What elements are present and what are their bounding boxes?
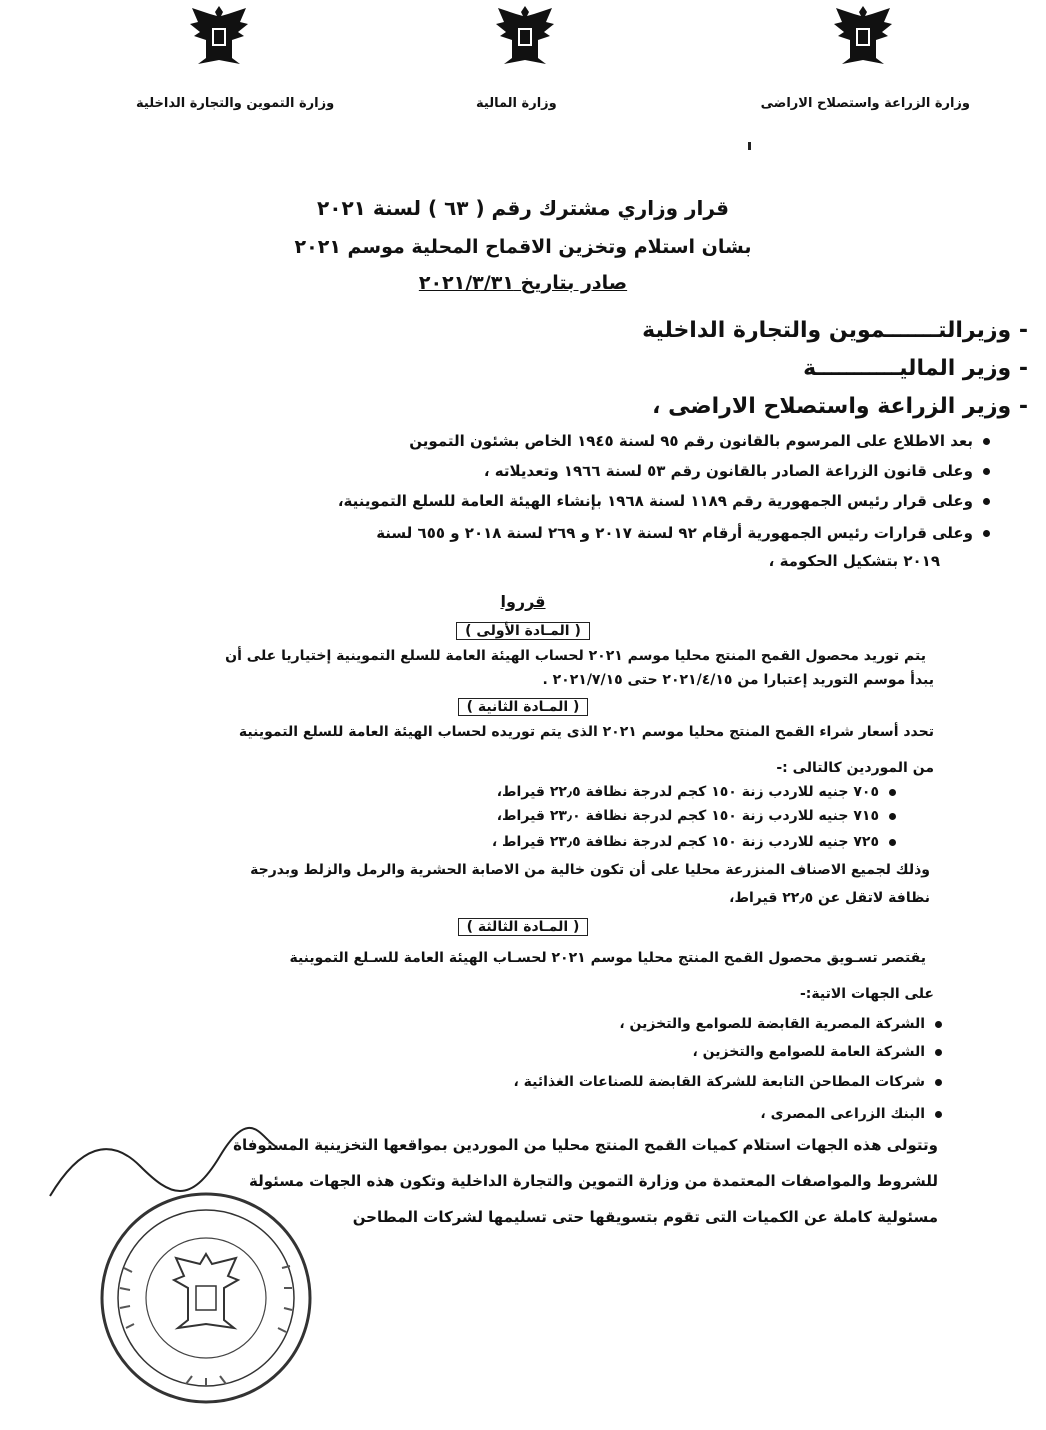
minister-agriculture: - وزير الزراعة واستصلاح الاراضى ، (652, 394, 1028, 419)
decided-heading: قرروا (500, 592, 546, 611)
preamble-item: وعلى قرارات رئيس الجمهورية أرقام ٩٢ لسنة ٢٠١٧ و ٢٦٩ لسنة ٢٠١٨ و ٦٥٥ لسنة (376, 524, 990, 542)
decree-subject: بشان استلام وتخزين الاقماح المحلية موسم ٢٠٢١ (294, 236, 752, 258)
decree-date: صادر بتاريخ ٢٠٢١/٣/٣١ (418, 272, 628, 294)
preamble-item: بعد الاطلاع على المرسوم بالقانون رقم ٩٥ لسنة ١٩٤٥ الخاص بشئون التموين (409, 432, 990, 450)
preamble-item-continued: ٢٠١٩ بتشكيل الحكومة ، (768, 552, 940, 570)
article2-heading: ( المـادة الثانية ) (458, 698, 589, 716)
article3-closing: للشروط والمواصفات المعتمدة من وزارة التموين والتجارة الداخلية وتكون هذه الجهات مسئولة (249, 1172, 938, 1190)
eagle-emblem-icon (494, 0, 556, 72)
article2-text: من الموردين كالتالى :- (776, 760, 934, 776)
entity-item: الشركة المصرية القابضة للصوامع والتخزين ، (619, 1016, 942, 1032)
bullet-icon (935, 1111, 942, 1118)
price-item: ٧٠٥ جنيه للاردب زنة ١٥٠ كجم لدرجة نظافة ٢٢٫٥ قيراط، (497, 784, 896, 800)
article2-note: نظافة لاتقل عن ٢٢٫٥ قيراط، (729, 890, 930, 906)
article2-text: تحدد أسعار شراء القمح المنتج محليا موسم ٢٠٢١ الذى يتم توريده لحساب الهيئة العامة للسلع التموينية (238, 724, 934, 740)
article3-text: على الجهات الاتية:- (800, 986, 934, 1002)
minister-supply: - وزيرالتـــــــموين والتجارة الداخلية (642, 318, 1028, 343)
entity-item: شركات المطاحن التابعة للشركة القابضة للصناعات الغذائية ، (513, 1074, 942, 1090)
article3-text: يقتصر تسـويق محصول القمح المنتج محليا موسم ٢٠٢١ لحسـاب الهيئة العامة للسـلع التموينية (289, 950, 926, 966)
eagle-emblem-icon (832, 0, 894, 72)
entity-item: البنك الزراعى المصرى ، (760, 1106, 942, 1122)
bullet-icon (983, 530, 990, 537)
bullet-icon (935, 1021, 942, 1028)
article3-heading-row (0, 916, 1046, 935)
article1-text: يتم توريد محصول القمح المنتج محليا موسم ٢٠٢١ لحساب الهيئة العامة للسلع التموينية إختياريا على أن (225, 648, 926, 664)
eagle-emblem-icon (188, 0, 250, 72)
decree-title: قرار وزاري مشترك رقم ( ٦٣ ) لسنة ٢٠٢١ (317, 196, 729, 220)
preamble-item: وعلى قانون الزراعة الصادر بالقانون رقم ٥٣ لسنة ١٩٦٦ وتعديلاته ، (484, 462, 990, 480)
price-item: ٧٢٥ جنيه للاردب زنة ١٥٠ كجم لدرجة نظافة ٢٣٫٥ قيراط ، (492, 834, 896, 850)
article3-closing: مسئولية كاملة عن الكميات التى تقوم بتسويقها حتى تسليمها لشركات المطاحن (352, 1208, 938, 1226)
entity-item: الشركة العامة للصوامع والتخزين ، (692, 1044, 942, 1060)
minister-finance: - وزير الماليـــــــــــة (803, 356, 1028, 381)
article1-text: يبدأ موسم التوريد إعتبارا من ٢٠٢١/٤/١٥ حتى ٢٠٢١/٧/١٥ . (542, 672, 934, 688)
article3-heading: ( المـادة الثالثة ) (458, 918, 589, 936)
preamble-item: وعلى قرار رئيس الجمهورية رقم ١١٨٩ لسنة ١٩٦٨ بإنشاء الهيئة العامة للسلع التموينية، (338, 492, 990, 510)
bullet-icon (889, 813, 896, 820)
article1-heading: ( المـادة الأولى ) (456, 622, 590, 640)
bullet-icon (889, 789, 896, 796)
bullet-icon (889, 839, 896, 846)
bullet-icon (983, 498, 990, 505)
bullet-icon (935, 1049, 942, 1056)
price-item: ٧١٥ جنيه للاردب زنة ١٥٠ كجم لدرجة نظافة ٢٣٫٠ قيراط، (497, 808, 896, 824)
signature-mark (40, 1116, 280, 1226)
ministry-finance: وزارة المالية (476, 96, 557, 111)
article2-heading-row (0, 696, 1046, 715)
article3-closing: وتتولى هذه الجهات استلام كميات القمح المنتج محليا من الموردين بمواقعها التخزينية المستوفاة (233, 1136, 938, 1154)
bullet-icon (935, 1079, 942, 1086)
bullet-icon (983, 438, 990, 445)
ministry-supply: وزارة التموين والتجارة الداخلية (136, 96, 335, 111)
article1-heading-row (0, 620, 1046, 639)
article2-note: وذلك لجميع الاصناف المنزرعة محليا على أن تكون خالية من الاصابة الحشرية والرمل والزلط وبدرجة (250, 862, 930, 878)
mark-dot (748, 142, 751, 150)
bullet-icon (983, 468, 990, 475)
ministry-agriculture: وزارة الزراعة واستصلاح الاراضى (760, 96, 970, 111)
